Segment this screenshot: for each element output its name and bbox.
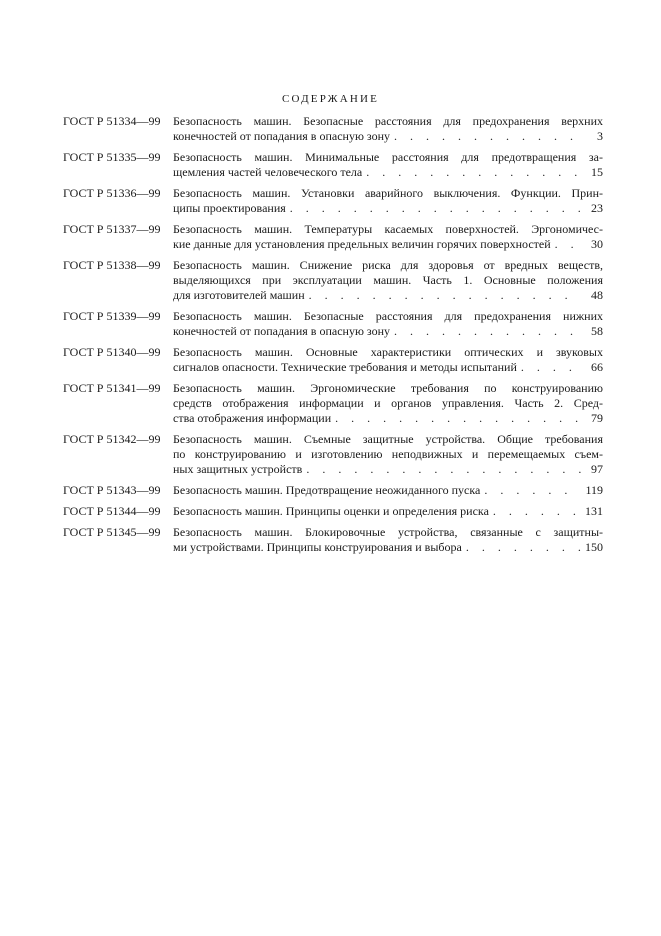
entry-last-line — [173, 360, 603, 375]
entry-title-line: Безопасность машин. Безопасные расстояния для предохранения верхних — [173, 114, 603, 128]
entry-last-line — [173, 411, 603, 426]
standard-code: ГОСТ Р 51345—99 — [63, 525, 161, 539]
entry-title — [173, 186, 603, 216]
entry-title-line: ных защитных устройств — [173, 462, 303, 476]
entry-title-line: ства отображения информации — [173, 411, 332, 425]
standard-code: ГОСТ Р 51337—99 — [63, 222, 161, 236]
standard-code: ГОСТ Р 51334—99 — [63, 114, 161, 128]
entry-title-line: Безопасность машин. Основные характеристики оптических и звуковых — [173, 345, 603, 359]
entry-last-line — [173, 201, 603, 216]
entry-title — [173, 483, 603, 498]
entry-title — [173, 525, 603, 555]
entry-title-line: конечностей от попадания в опасную зону — [173, 324, 391, 338]
standard-code: ГОСТ Р 51339—99 — [63, 309, 161, 323]
entry-title-line: Безопасность машин. Безопасные расстояния для предохранения нижних — [173, 309, 603, 323]
standard-code: ГОСТ Р 51344—99 — [63, 504, 161, 518]
standard-code: ГОСТ Р 51342—99 — [63, 432, 161, 446]
page-number: 119 — [585, 483, 603, 497]
standard-code: ГОСТ Р 51338—99 — [63, 258, 161, 272]
entry-title-line: конечностей от попадания в опасную зону — [173, 129, 391, 143]
entry-title-line: Безопасность машин. Снижение риска для здоровья от вредных веществ, — [173, 258, 603, 272]
entry-title-line: для изготовителей машин — [173, 288, 305, 302]
page-number: 150 — [585, 540, 603, 554]
toc-entry — [63, 114, 603, 144]
entry-title — [173, 381, 603, 426]
page-number: 48 — [591, 288, 603, 302]
entry-title-line: ципы проектирования — [173, 201, 286, 215]
entry-last-line — [173, 129, 603, 144]
entry-title-line: Безопасность машин. Съемные защитные устройства. Общие требования — [173, 432, 603, 446]
toc-entry — [63, 432, 603, 477]
toc-entry — [63, 309, 603, 339]
standard-code: ГОСТ Р 51341—99 — [63, 381, 161, 395]
entry-title-line: Безопасность машин. Минимальные расстояния для предотвращения за- — [173, 150, 603, 164]
dot-leader — [286, 201, 581, 216]
entry-title-line: ми устройствами. Принципы конструирования и выбора — [173, 540, 462, 554]
entry-title-line: Безопасность машин. Принципы оценки и определения риска — [173, 504, 489, 518]
toc-entry — [63, 525, 603, 555]
entry-title — [173, 150, 603, 180]
page-number: 23 — [591, 201, 603, 215]
dot-leader — [390, 129, 581, 144]
toc-entry — [63, 345, 603, 375]
entry-last-line — [173, 483, 603, 498]
toc-entry — [63, 483, 603, 498]
entry-title-line: средств отображения информации и органов управления. Часть 2. Сред- — [173, 396, 603, 410]
toc-entry — [63, 381, 603, 426]
toc-entry — [63, 258, 603, 303]
entry-title-line: выделяющихся при эксплуатации машин. Часть 1. Основные положения — [173, 273, 603, 287]
entry-title — [173, 222, 603, 252]
dot-leader — [390, 324, 581, 339]
entry-title-line: по конструированию и изготовлению неподвижных и перемещаемых съем- — [173, 447, 603, 461]
entry-title-line: кие данные для установления предельных величин горячих поверхностей — [173, 237, 551, 251]
page-number: 66 — [591, 360, 603, 374]
entry-last-line — [173, 462, 603, 477]
entry-last-line — [173, 165, 603, 180]
page-number: 15 — [591, 165, 603, 179]
standard-code: ГОСТ Р 51343—99 — [63, 483, 161, 497]
dot-leader — [331, 411, 581, 426]
page-number: 79 — [591, 411, 603, 425]
toc-entry — [63, 186, 603, 216]
page-number: 3 — [597, 129, 603, 143]
entry-title-line: сигналов опасности. Технические требования и методы испытаний — [173, 360, 517, 374]
dot-leader — [462, 540, 581, 555]
dot-leader — [362, 165, 581, 180]
page-number: 97 — [591, 462, 603, 476]
entry-title-line: Безопасность машин. Эргономические требования по конструированию — [173, 381, 603, 395]
dot-leader — [480, 483, 581, 498]
toc-entry — [63, 150, 603, 180]
entry-title-line: щемления частей человеческого тела — [173, 165, 363, 179]
entry-title — [173, 258, 603, 303]
entry-last-line — [173, 540, 603, 555]
dot-leader — [305, 288, 581, 303]
dot-leader — [517, 360, 581, 375]
page-number: 131 — [585, 504, 603, 518]
entry-title-line: Безопасность машин. Предотвращение неожиданного пуска — [173, 483, 481, 497]
toc-entry — [63, 222, 603, 252]
contents-heading: СОДЕРЖАНИЕ — [281, 93, 380, 105]
standard-code: ГОСТ Р 51340—99 — [63, 345, 161, 359]
entry-title — [173, 504, 603, 519]
page-number: 58 — [591, 324, 603, 338]
entry-title-line: Безопасность машин. Температуры касаемых поверхностей. Эргономичес- — [173, 222, 603, 236]
entry-last-line — [173, 237, 603, 252]
standard-code: ГОСТ Р 51336—99 — [63, 186, 161, 200]
entry-title-line: Безопасность машин. Установки аварийного выключения. Функции. Прин- — [173, 186, 603, 200]
dot-leader — [551, 237, 581, 252]
toc-entry — [63, 504, 603, 519]
entry-last-line — [173, 288, 603, 303]
page-number: 30 — [591, 237, 603, 251]
entry-title — [173, 345, 603, 375]
entry-last-line — [173, 504, 603, 519]
entry-title — [173, 432, 603, 477]
dot-leader — [302, 462, 581, 477]
standard-code: ГОСТ Р 51335—99 — [63, 150, 161, 164]
entry-title-line: Безопасность машин. Блокировочные устройства, связанные с защитны- — [173, 525, 603, 539]
entry-title — [173, 309, 603, 339]
entry-title — [173, 114, 603, 144]
entry-last-line — [173, 324, 603, 339]
table-of-contents — [63, 114, 603, 561]
dot-leader — [489, 504, 581, 519]
